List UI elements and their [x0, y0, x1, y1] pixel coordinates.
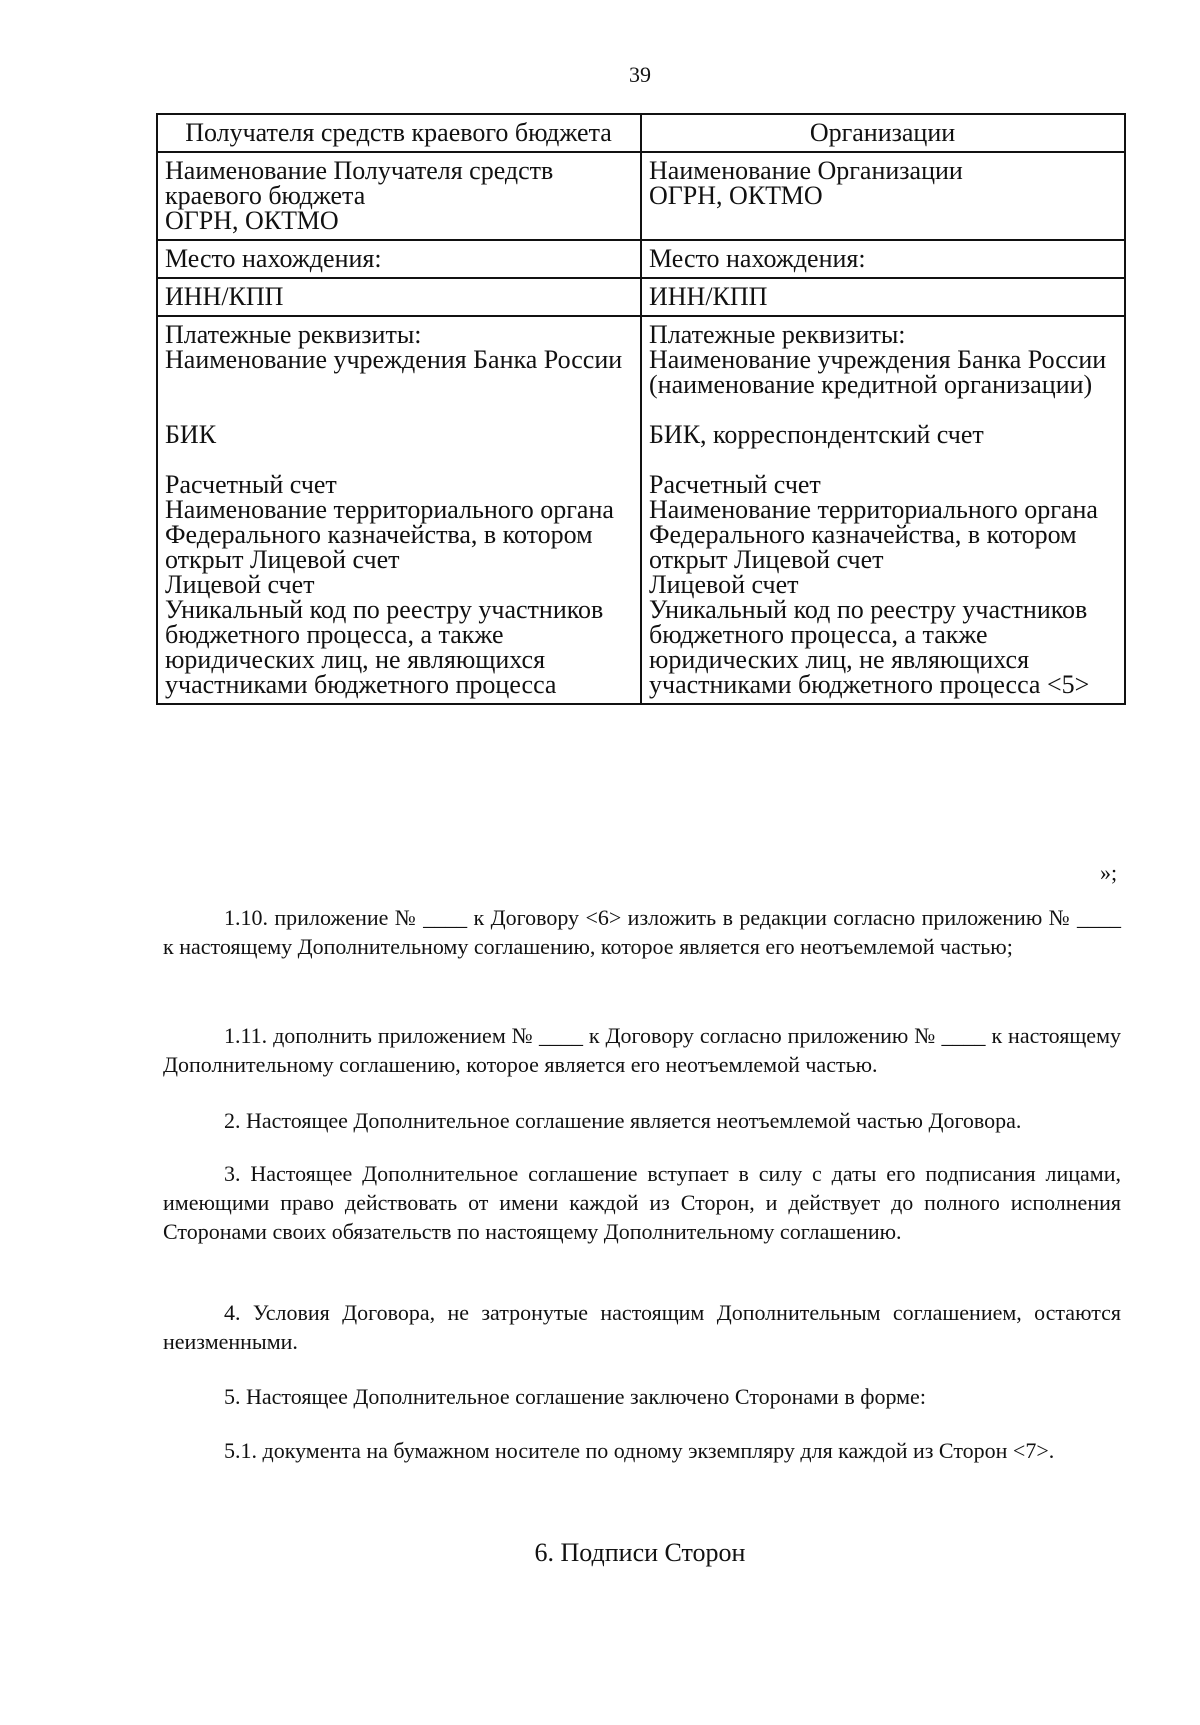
cell-recipient-name: Наименование Получателя средств краевого бюджета ОГРН, ОКТМО — [157, 152, 641, 240]
paragraph-3: 3. Настоящее Дополнительное соглашение вступает в силу с даты его подписания лицами, имеющими право действовать от имени каждой из Сторон, и действует до полного исполнения Сторонами своих обязательств по настоящему Дополнительному соглашению. — [163, 1161, 1121, 1244]
closing-quote: »; — [1100, 860, 1118, 885]
cell-organization-payment: Платежные реквизиты: Наименование учреждения Банка России (наименование кредитной организации) БИК, корреспондентский счет Расчетный счет Наименование территориального органа Федерального казначейства, в котором открыт Лицевой счет Лицевой счет Уникальный код по реестру участников бюджетного процесса, а также юридических лиц, не являющихся участниками бюджетного процесса <5> — [641, 316, 1125, 704]
paragraph-5-1: 5.1. документа на бумажном носителе по одному экземпляру для каждой из Сторон <7>. — [224, 1438, 1055, 1463]
header-organization: Организации — [641, 114, 1125, 152]
page-number: 39 — [629, 62, 651, 87]
cell-recipient-payment: Платежные реквизиты: Наименование учреждения Банка России БИК Расчетный счет Наименование территориального органа Федерального казначейства, в котором открыт Лицевой счет Лицевой счет Уникальный код по реестру участников бюджетного процесса, а также юридических лиц, не являющихся участниками бюджетного процесса — [157, 316, 641, 704]
table-row-name — [157, 152, 1125, 240]
cell-organization-name: Наименование Организации ОГРН, ОКТМО — [641, 152, 1125, 240]
requisites-table — [156, 113, 1126, 705]
table-header-row — [157, 114, 1125, 152]
table-row-payment — [157, 316, 1125, 704]
paragraph-4: 4. Условия Договора, не затронутые настоящим Дополнительным соглашением, остаются неизменными. — [163, 1300, 1121, 1354]
paragraph-2: 2. Настоящее Дополнительное соглашение является неотъемлемой частью Договора. — [224, 1108, 1022, 1133]
header-recipient: Получателя средств краевого бюджета — [157, 114, 641, 152]
table-row-location — [157, 240, 1125, 278]
paragraph-1-11: 1.11. дополнить приложением № ____ к Договору согласно приложению № ____ к настоящему Дополнительному соглашению, которое является его неотъемлемой частью. — [163, 1023, 1121, 1077]
cell-organization-location: Место нахождения: — [641, 240, 1125, 278]
cell-recipient-location: Место нахождения: — [157, 240, 641, 278]
paragraph-1-10: 1.10. приложение № ____ к Договору <6> изложить в редакции согласно приложению № ____ к настоящему Дополнительному соглашению, которое является его неотъемлемой частью; — [163, 905, 1121, 959]
cell-recipient-inn: ИНН/КПП — [157, 278, 641, 316]
cell-organization-inn: ИНН/КПП — [641, 278, 1125, 316]
table-row-inn — [157, 278, 1125, 316]
section-heading: 6. Подписи Сторон — [534, 1538, 746, 1567]
paragraph-5: 5. Настоящее Дополнительное соглашение заключено Сторонами в форме: — [224, 1384, 926, 1409]
